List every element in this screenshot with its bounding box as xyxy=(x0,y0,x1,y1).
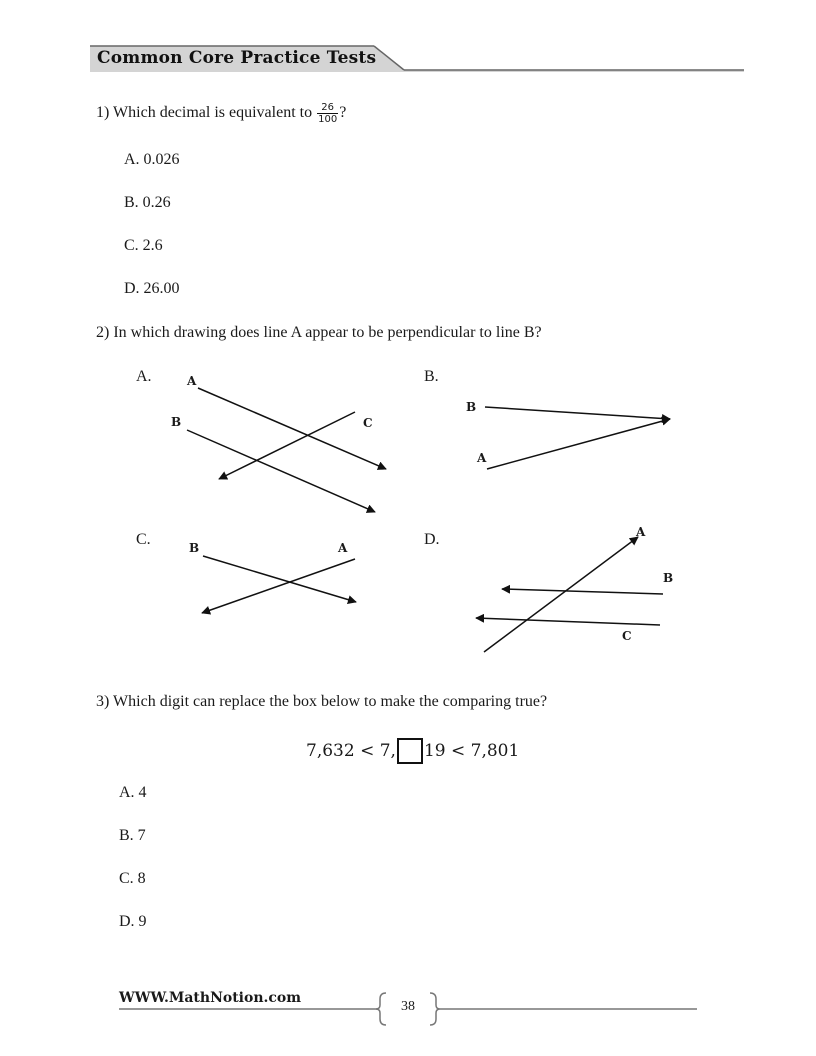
question-2-prompt: 2) In which drawing does line A appear to be perpendicular to line B? xyxy=(96,324,542,341)
figure-d-label-a: A xyxy=(636,525,646,539)
figure-a-label-a: A xyxy=(187,374,197,388)
figure-a-label-b: B xyxy=(171,415,182,429)
fraction-numerator: 26 xyxy=(317,102,338,114)
question-3-option-d[interactable]: D. 9 xyxy=(119,913,147,930)
inequality-left: 7,632 < 7, xyxy=(306,741,396,761)
figure-a-label[interactable]: A. xyxy=(136,368,152,385)
question-1-prompt-end: ? xyxy=(339,104,347,122)
figure-c-label[interactable]: C. xyxy=(136,531,151,548)
question-3-option-a[interactable]: A. 4 xyxy=(119,784,147,801)
figure-c-label-b: B xyxy=(189,541,200,555)
figure-d-label-b: B xyxy=(663,571,674,585)
question-1-prompt: 1) Which decimal is equivalent to xyxy=(96,104,317,122)
footer-website: WWW.MathNotion.com xyxy=(119,990,302,1006)
figure-b-label-a: A xyxy=(477,451,487,465)
question-1-option-d[interactable]: D. 26.00 xyxy=(124,280,180,297)
figure-b-label[interactable]: B. xyxy=(424,368,439,385)
figure-d-label[interactable]: D. xyxy=(424,531,440,548)
question-3-option-b[interactable]: B. 7 xyxy=(119,827,146,844)
question-3-prompt: 3) Which digit can replace the box below to make the comparing true? xyxy=(96,693,548,710)
question-1-option-b[interactable]: B. 0.26 xyxy=(124,194,171,211)
figure-c-label-a: A xyxy=(338,541,348,555)
fraction-denominator: 100 xyxy=(318,114,338,125)
question-3-option-c[interactable]: C. 8 xyxy=(119,870,146,887)
header-title: Common Core Practice Tests xyxy=(97,48,377,68)
figure-a-label-c: C xyxy=(363,416,373,430)
page-number: 38 xyxy=(401,999,415,1014)
figure-d-label-c: C xyxy=(622,629,632,643)
figure-b-label-b: B xyxy=(466,400,477,414)
inequality-right: 19 < 7,801 xyxy=(423,741,520,761)
question-1-option-a[interactable]: A. 0.026 xyxy=(124,151,180,168)
question-1-option-c[interactable]: C. 2.6 xyxy=(124,237,163,254)
